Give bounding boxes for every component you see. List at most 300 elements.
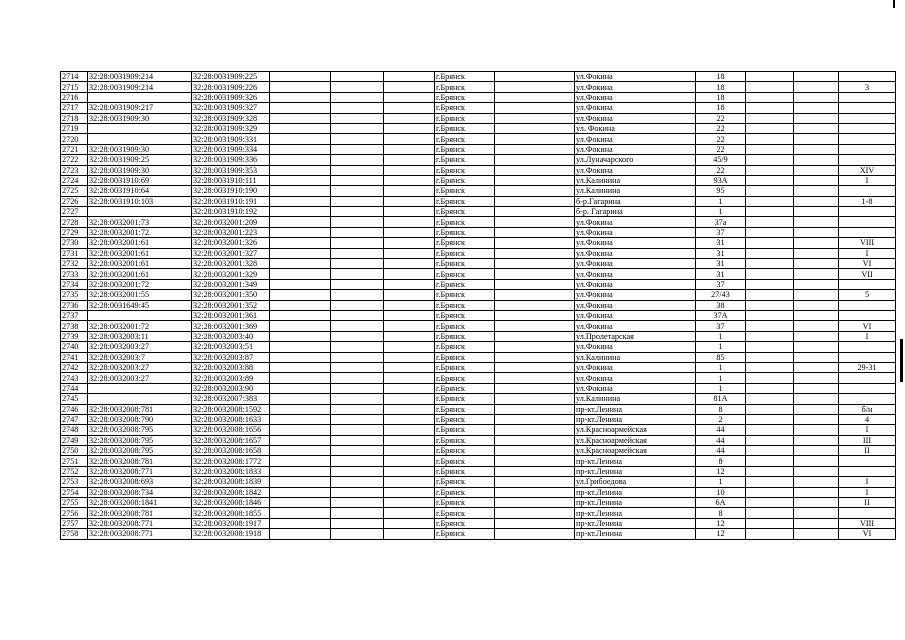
city-cell: г.Брянск <box>435 248 495 258</box>
row-number-cell: 2724 <box>61 175 88 185</box>
empty-col-11-cell <box>746 227 794 237</box>
house-number-cell: 18 <box>696 92 746 102</box>
row-number-cell: 2728 <box>61 217 88 227</box>
empty-col-8-cell <box>495 144 575 154</box>
empty-col-5-cell <box>331 373 384 383</box>
parcel-number-cell <box>88 134 192 144</box>
parcel-number-cell: 32:28:0032008:1841 <box>88 498 192 508</box>
parcel-number-cell: 32:28:0032008:781 <box>88 456 192 466</box>
row-number-cell: 2731 <box>61 248 88 258</box>
empty-col-11-cell <box>746 113 794 123</box>
city-cell: г.Брянск <box>435 134 495 144</box>
parcel-number-cell: 32:28:0032008:771 <box>88 518 192 528</box>
row-number-cell: 2727 <box>61 207 88 217</box>
city-cell: г.Брянск <box>435 310 495 320</box>
empty-col-6-cell <box>384 373 435 383</box>
city-cell: г.Брянск <box>435 300 495 310</box>
premises-number-cell <box>839 72 896 82</box>
table-row <box>61 290 896 300</box>
street-cell: пр-кт.Ленина <box>575 466 696 476</box>
parcel-number-cell: 32:28:0031910:103 <box>88 196 192 206</box>
row-number-cell: 2746 <box>61 404 88 414</box>
city-cell: г.Брянск <box>435 435 495 445</box>
empty-col-8-cell <box>495 82 575 92</box>
empty-col-8-cell <box>495 238 575 248</box>
house-number-cell: 31 <box>696 259 746 269</box>
empty-col-11-cell <box>746 123 794 133</box>
empty-col-5-cell <box>331 279 384 289</box>
cadastral-number-cell: 32:28:0032001:327 <box>192 248 270 258</box>
house-number-cell: 1 <box>696 362 746 372</box>
empty-col-4-cell <box>270 435 331 445</box>
empty-col-11-cell <box>746 435 794 445</box>
empty-col-12-cell <box>794 352 839 362</box>
empty-col-11-cell <box>746 362 794 372</box>
premises-number-cell: I <box>839 487 896 497</box>
parcel-number-cell: 32:28:0031649:45 <box>88 300 192 310</box>
row-number-cell: 2748 <box>61 425 88 435</box>
empty-col-11-cell <box>746 342 794 352</box>
table-row <box>61 342 896 352</box>
parcel-number-cell: 32:28:0031909:25 <box>88 155 192 165</box>
empty-col-6-cell <box>384 269 435 279</box>
empty-col-6-cell <box>384 207 435 217</box>
table-row <box>61 103 896 113</box>
parcel-number-cell: 32:28:0032008:795 <box>88 425 192 435</box>
premises-number-cell <box>839 134 896 144</box>
empty-col-11-cell <box>746 456 794 466</box>
empty-col-4-cell <box>270 414 331 424</box>
cadastral-number-cell: 32:28:0032003:87 <box>192 352 270 362</box>
street-cell: ул.Красноармейская <box>575 446 696 456</box>
row-number-cell: 2756 <box>61 508 88 518</box>
street-cell: ул.Фокина <box>575 248 696 258</box>
empty-col-11-cell <box>746 425 794 435</box>
street-cell: ул.Луначарского <box>575 155 696 165</box>
empty-col-5-cell <box>331 446 384 456</box>
parcel-number-cell: 32:28:0032008:693 <box>88 477 192 487</box>
premises-number-cell <box>839 186 896 196</box>
row-number-cell: 2734 <box>61 279 88 289</box>
street-cell: ул.Фокина <box>575 259 696 269</box>
house-number-cell: 22 <box>696 113 746 123</box>
table-row <box>61 165 896 175</box>
empty-col-11-cell <box>746 466 794 476</box>
empty-col-6-cell <box>384 186 435 196</box>
city-cell: г.Брянск <box>435 466 495 476</box>
empty-col-6-cell <box>384 227 435 237</box>
row-number-cell: 2726 <box>61 196 88 206</box>
cadastral-number-cell: 32:28:0031909:328 <box>192 113 270 123</box>
empty-col-8-cell <box>495 113 575 123</box>
empty-col-6-cell <box>384 175 435 185</box>
empty-col-8-cell <box>495 331 575 341</box>
street-cell: ул.Пролетарская <box>575 331 696 341</box>
row-number-cell: 2736 <box>61 300 88 310</box>
parcel-number-cell: 32:28:0032001:72 <box>88 321 192 331</box>
empty-col-8-cell <box>495 498 575 508</box>
empty-col-6-cell <box>384 259 435 269</box>
empty-col-6-cell <box>384 518 435 528</box>
empty-col-4-cell <box>270 207 331 217</box>
empty-col-4-cell <box>270 529 331 539</box>
house-number-cell: 93А <box>696 175 746 185</box>
premises-number-cell <box>839 373 896 383</box>
city-cell: г.Брянск <box>435 123 495 133</box>
empty-col-6-cell <box>384 456 435 466</box>
city-cell: г.Брянск <box>435 394 495 404</box>
premises-number-cell: I <box>839 425 896 435</box>
empty-col-6-cell <box>384 383 435 393</box>
empty-col-4-cell <box>270 290 331 300</box>
row-number-cell: 2750 <box>61 446 88 456</box>
city-cell: г.Брянск <box>435 238 495 248</box>
street-cell: пр-кт.Ленина <box>575 508 696 518</box>
row-number-cell: 2747 <box>61 414 88 424</box>
table-row <box>61 227 896 237</box>
city-cell: г.Брянск <box>435 72 495 82</box>
cadastral-number-cell: 32:28:0032001:326 <box>192 238 270 248</box>
empty-col-11-cell <box>746 175 794 185</box>
house-number-cell: 37 <box>696 279 746 289</box>
premises-number-cell: III <box>839 435 896 445</box>
empty-col-5-cell <box>331 217 384 227</box>
table-row <box>61 155 896 165</box>
cadastral-number-cell: 32:28:0032001:352 <box>192 300 270 310</box>
empty-col-11-cell <box>746 82 794 92</box>
premises-number-cell <box>839 383 896 393</box>
city-cell: г.Брянск <box>435 446 495 456</box>
table-row <box>61 207 896 217</box>
parcel-number-cell <box>88 310 192 320</box>
empty-col-6-cell <box>384 134 435 144</box>
empty-col-12-cell <box>794 456 839 466</box>
empty-col-12-cell <box>794 134 839 144</box>
empty-col-6-cell <box>384 310 435 320</box>
cadastral-number-cell: 32:28:0031910:192 <box>192 207 270 217</box>
empty-col-6-cell <box>384 342 435 352</box>
cadastral-number-cell: 32:28:0032008:1657 <box>192 435 270 445</box>
table-row <box>61 383 896 393</box>
house-number-cell: 37 <box>696 321 746 331</box>
city-cell: г.Брянск <box>435 279 495 289</box>
empty-col-8-cell <box>495 269 575 279</box>
empty-col-5-cell <box>331 300 384 310</box>
row-number-cell: 2744 <box>61 383 88 393</box>
empty-col-4-cell <box>270 155 331 165</box>
city-cell: г.Брянск <box>435 165 495 175</box>
empty-col-11-cell <box>746 529 794 539</box>
empty-col-8-cell <box>495 186 575 196</box>
street-cell: пр-кт.Ленина <box>575 404 696 414</box>
cadastral-number-cell: 32:28:0032008:1633 <box>192 414 270 424</box>
empty-col-8-cell <box>495 383 575 393</box>
table-row <box>61 508 896 518</box>
empty-col-12-cell <box>794 435 839 445</box>
empty-col-6-cell <box>384 508 435 518</box>
row-number-cell: 2730 <box>61 238 88 248</box>
empty-col-6-cell <box>384 113 435 123</box>
empty-col-8-cell <box>495 103 575 113</box>
city-cell: г.Брянск <box>435 82 495 92</box>
row-number-cell: 2729 <box>61 227 88 237</box>
empty-col-4-cell <box>270 144 331 154</box>
empty-col-5-cell <box>331 383 384 393</box>
parcel-number-cell: 32:28:0031910:64 <box>88 186 192 196</box>
street-cell: б-р. Гагарина <box>575 207 696 217</box>
empty-col-12-cell <box>794 477 839 487</box>
premises-number-cell <box>839 352 896 362</box>
premises-number-cell <box>839 310 896 320</box>
cadastral-number-cell: 32:28:0032008:1846 <box>192 498 270 508</box>
house-number-cell: 8 <box>696 508 746 518</box>
empty-col-12-cell <box>794 217 839 227</box>
row-number-cell: 2754 <box>61 487 88 497</box>
house-number-cell: 45/9 <box>696 155 746 165</box>
row-number-cell: 2757 <box>61 518 88 528</box>
row-number-cell: 2718 <box>61 113 88 123</box>
row-number-cell: 2745 <box>61 394 88 404</box>
street-cell: ул.Фокина <box>575 362 696 372</box>
empty-col-8-cell <box>495 259 575 269</box>
parcel-number-cell: 32:28:0031909:30 <box>88 144 192 154</box>
cadastral-number-cell: 32:28:0032008:1592 <box>192 404 270 414</box>
table-row <box>61 175 896 185</box>
empty-col-5-cell <box>331 196 384 206</box>
table-row <box>61 498 896 508</box>
street-cell: ул.Фокина <box>575 113 696 123</box>
house-number-cell: 31 <box>696 248 746 258</box>
empty-col-6-cell <box>384 321 435 331</box>
empty-col-4-cell <box>270 300 331 310</box>
city-cell: г.Брянск <box>435 498 495 508</box>
empty-col-6-cell <box>384 82 435 92</box>
cadastral-number-cell: 32:28:0032008:1855 <box>192 508 270 518</box>
parcel-number-cell: 32:28:0032001:55 <box>88 290 192 300</box>
row-number-cell: 2743 <box>61 373 88 383</box>
empty-col-4-cell <box>270 72 331 82</box>
empty-col-6-cell <box>384 498 435 508</box>
empty-col-8-cell <box>495 196 575 206</box>
empty-col-8-cell <box>495 134 575 144</box>
empty-col-11-cell <box>746 238 794 248</box>
parcel-number-cell: 32:28:0032008:771 <box>88 529 192 539</box>
parcel-number-cell: 32:28:0032001:61 <box>88 238 192 248</box>
house-number-cell: 8 <box>696 456 746 466</box>
house-number-cell: 18 <box>696 72 746 82</box>
street-cell: ул.Фокина <box>575 342 696 352</box>
parcel-number-cell <box>88 207 192 217</box>
empty-col-5-cell <box>331 518 384 528</box>
empty-col-12-cell <box>794 196 839 206</box>
city-cell: г.Брянск <box>435 383 495 393</box>
empty-col-5-cell <box>331 487 384 497</box>
cadastral-number-cell: 32:28:0031909:226 <box>192 82 270 92</box>
empty-col-8-cell <box>495 175 575 185</box>
table-row <box>61 435 896 445</box>
empty-col-6-cell <box>384 92 435 102</box>
empty-col-8-cell <box>495 248 575 258</box>
house-number-cell: 1 <box>696 196 746 206</box>
empty-col-4-cell <box>270 498 331 508</box>
premises-number-cell <box>839 92 896 102</box>
empty-col-5-cell <box>331 466 384 476</box>
city-cell: г.Брянск <box>435 342 495 352</box>
row-number-cell: 2758 <box>61 529 88 539</box>
empty-col-12-cell <box>794 269 839 279</box>
table-row <box>61 404 896 414</box>
city-cell: г.Брянск <box>435 321 495 331</box>
premises-number-cell: I <box>839 331 896 341</box>
table-row <box>61 259 896 269</box>
empty-col-5-cell <box>331 92 384 102</box>
empty-col-8-cell <box>495 300 575 310</box>
premises-number-cell: II <box>839 446 896 456</box>
row-number-cell: 2739 <box>61 331 88 341</box>
empty-col-8-cell <box>495 477 575 487</box>
empty-col-11-cell <box>746 321 794 331</box>
empty-col-12-cell <box>794 113 839 123</box>
cadastral-number-cell: 32:28:0032003:88 <box>192 362 270 372</box>
house-number-cell: 85 <box>696 352 746 362</box>
premises-number-cell: б/н <box>839 404 896 414</box>
premises-number-cell <box>839 227 896 237</box>
empty-col-6-cell <box>384 165 435 175</box>
premises-number-cell: 29-31 <box>839 362 896 372</box>
house-number-cell: 22 <box>696 165 746 175</box>
empty-col-11-cell <box>746 165 794 175</box>
empty-col-12-cell <box>794 175 839 185</box>
premises-number-cell: 3 <box>839 82 896 92</box>
empty-col-5-cell <box>331 404 384 414</box>
premises-number-cell: 1-8 <box>839 196 896 206</box>
parcel-number-cell: 32:28:0032001:61 <box>88 248 192 258</box>
house-number-cell: 10 <box>696 487 746 497</box>
parcel-number-cell: 32:28:0032008:734 <box>88 487 192 497</box>
empty-col-11-cell <box>746 352 794 362</box>
empty-col-6-cell <box>384 487 435 497</box>
empty-col-4-cell <box>270 259 331 269</box>
empty-col-11-cell <box>746 259 794 269</box>
parcel-number-cell: 32:28:0032001:72 <box>88 227 192 237</box>
cadastral-number-cell: 32:28:0032003:51 <box>192 342 270 352</box>
empty-col-4-cell <box>270 134 331 144</box>
empty-col-12-cell <box>794 362 839 372</box>
empty-col-8-cell <box>495 425 575 435</box>
table-row <box>61 279 896 289</box>
empty-col-11-cell <box>746 134 794 144</box>
row-number-cell: 2722 <box>61 155 88 165</box>
empty-col-11-cell <box>746 331 794 341</box>
parcel-number-cell <box>88 383 192 393</box>
cadastral-number-cell: 32:28:0031909:336 <box>192 155 270 165</box>
street-cell: ул.Грибоедова <box>575 477 696 487</box>
city-cell: г.Брянск <box>435 290 495 300</box>
scan-edge-mark-right <box>900 339 903 382</box>
city-cell: г.Брянск <box>435 414 495 424</box>
house-number-cell: 37 <box>696 227 746 237</box>
premises-number-cell <box>839 207 896 217</box>
empty-col-12-cell <box>794 82 839 92</box>
row-number-cell: 2735 <box>61 290 88 300</box>
empty-col-4-cell <box>270 425 331 435</box>
premises-number-cell: 4 <box>839 414 896 424</box>
house-number-cell: 22 <box>696 134 746 144</box>
empty-col-5-cell <box>331 498 384 508</box>
row-number-cell: 2738 <box>61 321 88 331</box>
premises-number-cell <box>839 466 896 476</box>
table-row <box>61 113 896 123</box>
premises-number-cell: XIV <box>839 165 896 175</box>
empty-col-11-cell <box>746 207 794 217</box>
empty-col-5-cell <box>331 82 384 92</box>
empty-col-12-cell <box>794 165 839 175</box>
city-cell: г.Брянск <box>435 207 495 217</box>
cadastral-number-cell: 32:28:0032003:89 <box>192 373 270 383</box>
cadastral-number-cell: 32:28:0032001:350 <box>192 290 270 300</box>
table-row <box>61 487 896 497</box>
street-cell: ул.Фокина <box>575 134 696 144</box>
empty-col-12-cell <box>794 487 839 497</box>
empty-col-4-cell <box>270 310 331 320</box>
empty-col-6-cell <box>384 72 435 82</box>
city-cell: г.Брянск <box>435 175 495 185</box>
empty-col-12-cell <box>794 321 839 331</box>
empty-col-5-cell <box>331 352 384 362</box>
cadastral-number-cell: 32:28:0031909:326 <box>192 92 270 102</box>
table-row <box>61 446 896 456</box>
empty-col-11-cell <box>746 446 794 456</box>
house-number-cell: 31 <box>696 238 746 248</box>
empty-col-11-cell <box>746 248 794 258</box>
empty-col-5-cell <box>331 175 384 185</box>
cadastral-number-cell: 32:28:0031909:225 <box>192 72 270 82</box>
empty-col-12-cell <box>794 394 839 404</box>
empty-col-5-cell <box>331 529 384 539</box>
street-cell: ул.Фокина <box>575 279 696 289</box>
empty-col-12-cell <box>794 155 839 165</box>
empty-col-11-cell <box>746 383 794 393</box>
empty-col-8-cell <box>495 362 575 372</box>
cadastral-number-cell: 32:28:0032008:1917 <box>192 518 270 528</box>
row-number-cell: 2737 <box>61 310 88 320</box>
empty-col-12-cell <box>794 498 839 508</box>
empty-col-12-cell <box>794 279 839 289</box>
empty-col-6-cell <box>384 290 435 300</box>
empty-col-12-cell <box>794 92 839 102</box>
street-cell: пр-кт.Ленина <box>575 518 696 528</box>
house-number-cell: 18 <box>696 82 746 92</box>
table-row <box>61 217 896 227</box>
parcel-number-cell: 32:28:0032008:781 <box>88 404 192 414</box>
empty-col-11-cell <box>746 414 794 424</box>
empty-col-4-cell <box>270 331 331 341</box>
empty-col-8-cell <box>495 466 575 476</box>
parcel-number-cell: 32:28:0032003:27 <box>88 342 192 352</box>
empty-col-12-cell <box>794 300 839 310</box>
house-number-cell: 22 <box>696 123 746 133</box>
street-cell: ул.Калинина <box>575 186 696 196</box>
street-cell: ул.Фокина <box>575 144 696 154</box>
empty-col-6-cell <box>384 414 435 424</box>
city-cell: г.Брянск <box>435 196 495 206</box>
house-number-cell: 12 <box>696 529 746 539</box>
empty-col-8-cell <box>495 72 575 82</box>
city-cell: г.Брянск <box>435 373 495 383</box>
cadastral-number-cell: 32:28:0032001:349 <box>192 279 270 289</box>
street-cell: пр-кт.Ленина <box>575 487 696 497</box>
cadastral-number-cell: 32:28:0031910:191 <box>192 196 270 206</box>
